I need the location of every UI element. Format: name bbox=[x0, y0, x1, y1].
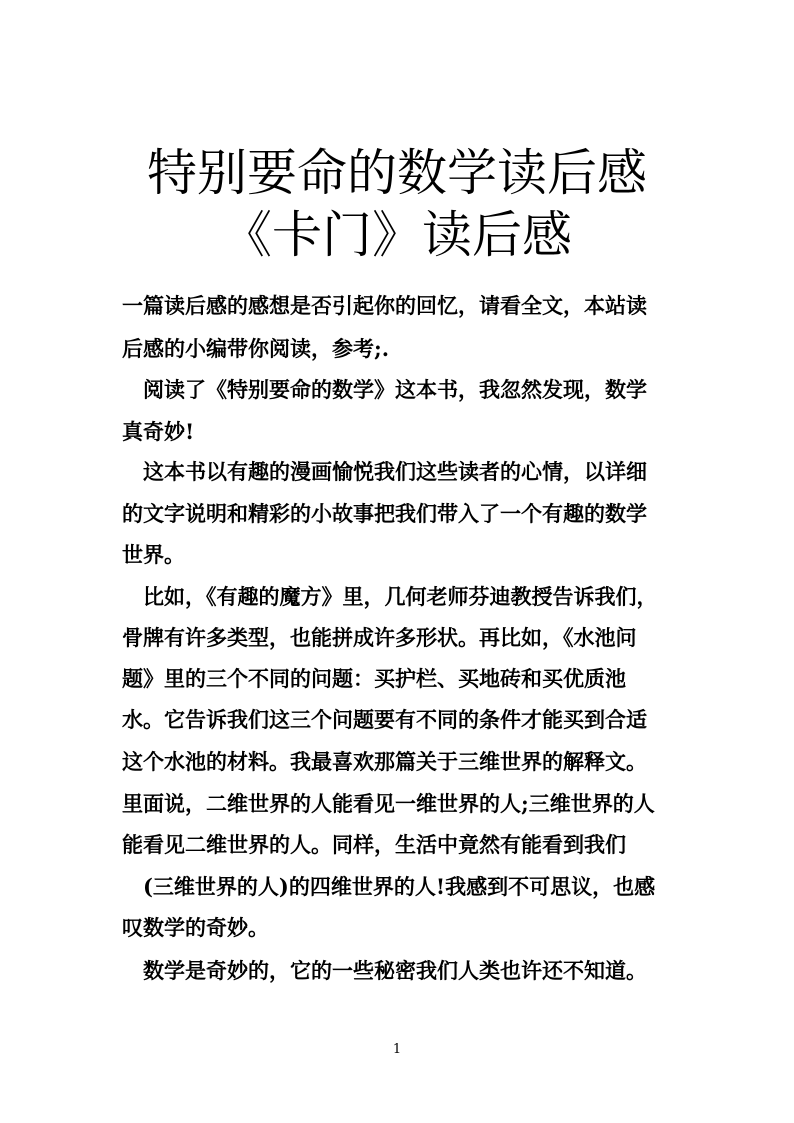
text-line: 一篇读后感的感想是否引起你的回忆，请看全文，本站读 bbox=[122, 293, 647, 318]
document-title-line-1: 特别要命的数学读后感 bbox=[147, 144, 647, 202]
text-line: 这个水池的材料。我最喜欢那篇关于三维世界的解释文。 bbox=[122, 749, 647, 774]
text-line: (三维世界的人)的四维世界的人!我感到不可思议，也感 bbox=[143, 874, 656, 899]
text-line: 能看见二维世界的人。同样，生活中竟然有能看到我们 bbox=[122, 832, 626, 857]
text-line: 叹数学的奇妙。 bbox=[122, 915, 269, 940]
text-line: 骨牌有许多类型，也能拼成许多形状。再比如，《水池问 bbox=[122, 625, 637, 650]
text-line: 后感的小编带你阅读，参考;. bbox=[122, 336, 390, 361]
document-title-line-2: 《卡门》读后感 bbox=[222, 206, 572, 264]
text-line: 数学是奇妙的，它的一些秘密我们人类也许还不知道。 bbox=[143, 958, 647, 983]
text-line: 这本书以有趣的漫画愉悦我们这些读者的心情，以详细 bbox=[143, 459, 647, 484]
text-line: 世界。 bbox=[122, 542, 185, 567]
text-line: 水。它告诉我们这三个问题要有不同的条件才能买到合适 bbox=[122, 707, 647, 732]
text-line: 题》里的三个不同的问题：买护栏、买地砖和买优质池 bbox=[122, 666, 626, 691]
page-number: 1 bbox=[392, 1042, 402, 1057]
text-line: 比如，《有趣的魔方》里，几何老师芬迪教授告诉我们， bbox=[143, 584, 658, 609]
text-line: 阅读了《特别要命的数学》这本书，我忽然发现，数学 bbox=[143, 377, 647, 402]
text-line: 的文字说明和精彩的小故事把我们带入了一个有趣的数学 bbox=[122, 501, 647, 526]
text-line: 真奇妙! bbox=[122, 419, 195, 444]
text-line: 里面说，二维世界的人能看见一维世界的人;三维世界的人 bbox=[122, 791, 655, 816]
